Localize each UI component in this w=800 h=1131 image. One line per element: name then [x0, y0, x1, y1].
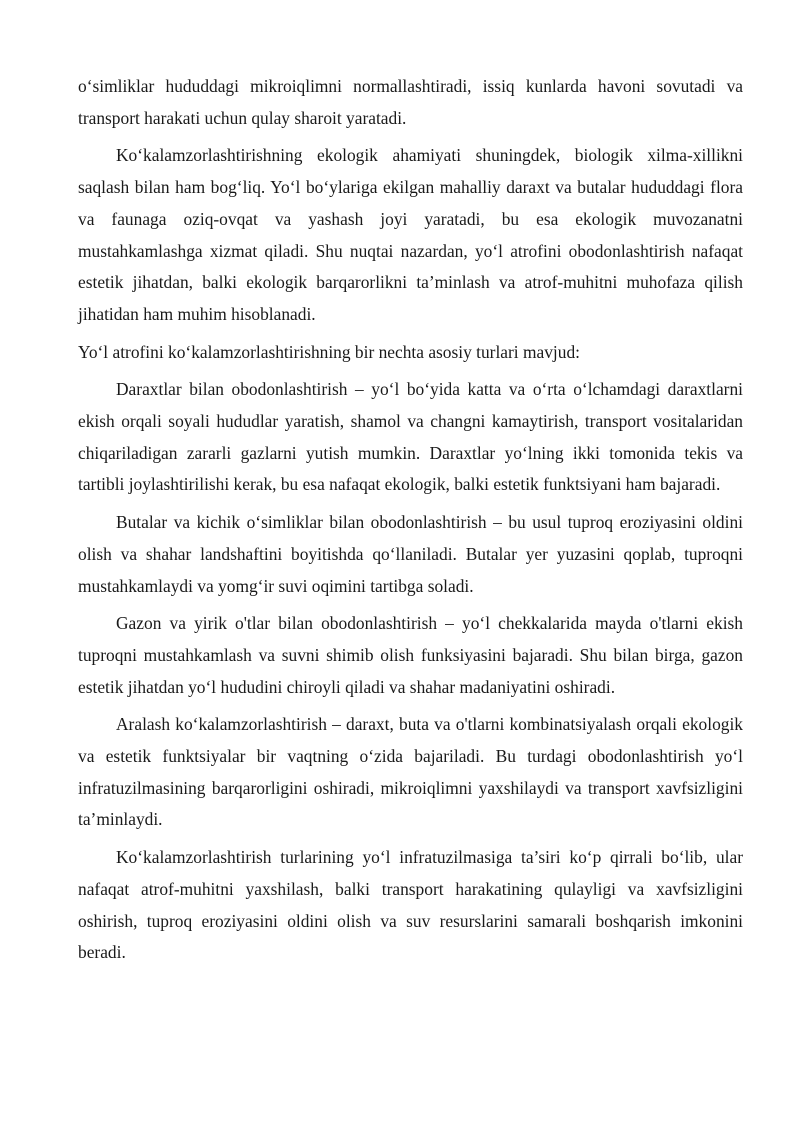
- paragraph-4: Daraxtlar bilan obodonlashtirish – yo‘l bo‘yida katta va o‘rta o‘lchamdagi daraxtlarni ekish orqali soyali hududlar yaratish, shamol va changni kamaytirish, transport vositalaridan chiqariladigan zararli gazlarni yutish mumkin. Daraxtlar yo‘lning ikki tomonida tekis va tartibli joylashtirilishi kerak, bu esa nafaqat ekologik, balki estetik funktsiyani ham bajaradi.: [78, 379, 743, 495]
- paragraph-8: Ko‘kalamzorlashtirish turlarining yo‘l infratuzilmasiga ta’siri ko‘p qirrali bo‘lib, ular nafaqat atrof-muhitni yaxshilash, balki transport harakatining qulayligi va xavfsizligini oshirish, tuproq eroziyasini oldini olish va suv resurslarini samarali boshqarish imkonini beradi.: [78, 847, 743, 963]
- paragraph-7: Aralash ko‘kalamzorlashtirish – daraxt, buta va o'tlarni kombinatsiyalash orqali ekologik va estetik funktsiyalar bir vaqtning o‘zida bajariladi. Bu turdagi obodonlashtirish yo‘l infratuzilmasining barqarorligini oshiradi, mikroiqlimni yaxshilaydi va transport xavfsizligini ta’minlaydi.: [78, 714, 743, 830]
- paragraph-2: Ko‘kalamzorlashtirishning ekologik ahamiyati shuningdek, biologik xilma-xillikni saqlash bilan ham bog‘liq. Yo‘l bo‘ylariga ekilgan mahalliy daraxt va butalar hududdagi flora va faunaga oziq-ovqat va yashash joyi yaratadi, bu esa ekologik muvozanatni mustahkamlashga xizmat qiladi. Shu nuqtai nazardan, yo‘l atrofini obodonlashtirish nafaqat estetik jihatdan, balki ekologik barqarorlikni ta’minlash va atrof-muhitni muhofaza qilish jihatidan ham muhim hisoblanadi.: [78, 145, 743, 324]
- paragraph-1: o‘simliklar hududdagi mikroiqlimni normallashtiradi, issiq kunlarda havoni sovutadi va transport harakati uchun qulay sharoit yaratadi.: [78, 76, 743, 128]
- paragraph-6: Gazon va yirik o'tlar bilan obodonlashtirish – yo‘l chekkalarida mayda o'tlarni ekish tuproqni mustahkamlash va suvni shimib olish funksiyasini bajaradi. Shu bilan birga, gazon estetik jihatdan yo‘l hududini chiroyli qiladi va shahar madaniyatini oshiradi.: [78, 613, 743, 697]
- paragraph-3: Yo‘l atrofini ko‘kalamzorlashtirishning bir nechta asosiy turlari mavjud:: [78, 341, 580, 362]
- paragraph-5: Butalar va kichik o‘simliklar bilan obodonlashtirish – bu usul tuproq eroziyasini oldini olish va shahar landshaftini boyitishda qo‘llaniladi. Butalar yer yuzasini qoplab, tuproqni mustahkamlaydi va yomg‘ir suvi oqimini tartibga soladi.: [78, 512, 743, 596]
